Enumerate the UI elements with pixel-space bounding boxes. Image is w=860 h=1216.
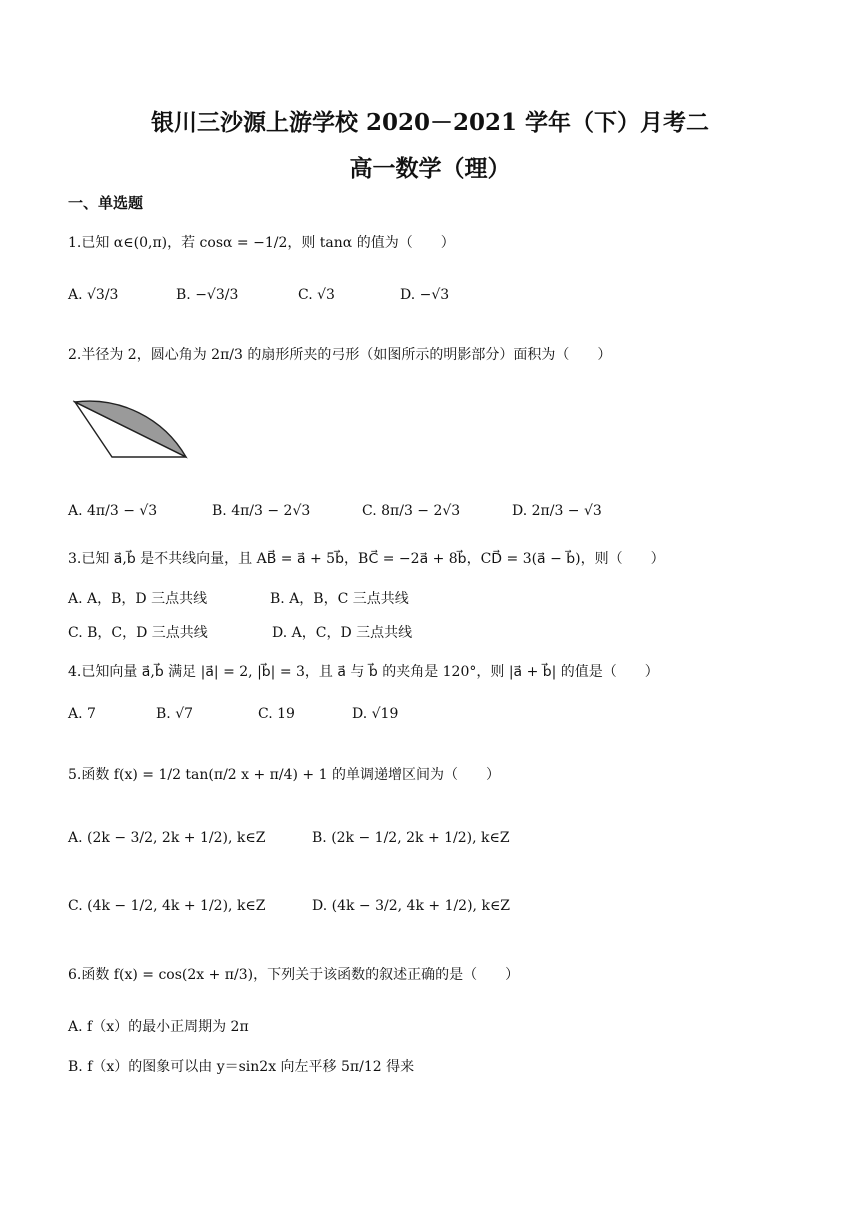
question-6-stem: 6.函数 f(x) = cos(2x + π/3)，下列关于该函数的叙述正确的是（ ） (68, 967, 520, 983)
question-3-stem: 3.已知 a⃗,b⃗ 是不共线向量，且 AB⃗ = a⃗ + 5b⃗，BC⃗ = −2a⃗ + 8b⃗，CD⃗ = 3(a⃗ − b⃗)，则（ ） (68, 551, 665, 567)
question-3-option-b: B. A，B，C 三点共线 (270, 591, 409, 607)
question-3-option-d: D. A，C，D 三点共线 (272, 625, 413, 641)
page-subtitle: 高一数学（理） (349, 155, 511, 182)
question-6-option-a: A. f（x）的最小正周期为 2π (68, 1019, 249, 1035)
section-heading: 一、单选题 (68, 194, 144, 212)
question-1-option-d: D. −√3 (400, 287, 450, 303)
question-2-option-b: B. 4π/3 − 2√3 (212, 503, 311, 519)
question-4-option-b: B. √7 (156, 706, 194, 722)
question-2-stem: 2.半径为 2，圆心角为 2π/3 的扇形所夹的弓形（如图所示的明影部分）面积为（ ） (68, 347, 612, 363)
question-1-option-a: A. √3/3 (68, 287, 119, 303)
question-2-option-c: C. 8π/3 − 2√3 (362, 503, 461, 519)
question-1-stem: 1.已知 α∈(0,π)，若 cosα = −1/2，则 tanα 的值为（ ） (68, 235, 455, 251)
page-title: 银川三沙源上游学校 2020－2021 学年（下）月考二 (150, 109, 710, 136)
segment-figure (72, 388, 192, 462)
question-5-option-d: D. (4k − 3/2, 4k + 1/2), k∈Z (312, 898, 511, 914)
question-3-option-a: A. A，B，D 三点共线 (68, 591, 208, 607)
question-1-option-b: B. −√3/3 (176, 287, 239, 303)
question-5-stem: 5.函数 f(x) = 1/2 tan(π/2 x + π/4) + 1 的单调递增区间为（ ） (68, 767, 500, 783)
question-4-option-a: A. 7 (68, 706, 96, 722)
question-3-option-c: C. B，C，D 三点共线 (68, 625, 208, 641)
question-6-option-b: B. f（x）的图象可以由 y＝sin2x 向左平移 5π/12 得来 (68, 1059, 415, 1075)
question-5-option-c: C. (4k − 1/2, 4k + 1/2), k∈Z (68, 898, 266, 914)
question-5-option-b: B. (2k − 1/2, 2k + 1/2), k∈Z (312, 830, 510, 846)
question-1-option-c: C. √3 (298, 287, 335, 303)
question-4-stem: 4.已知向量 a⃗,b⃗ 满足 |a⃗| = 2, |b⃗| = 3，且 a⃗ 与 b⃗ 的夹角是 120°，则 |a⃗ + b⃗| 的值是（ ） (68, 664, 659, 680)
question-4-option-c: C. 19 (258, 706, 295, 722)
question-4-option-d: D. √19 (352, 706, 399, 722)
question-2-option-d: D. 2π/3 − √3 (512, 503, 602, 519)
question-5-option-a: A. (2k − 3/2, 2k + 1/2), k∈Z (68, 830, 266, 846)
question-2-option-a: A. 4π/3 − √3 (68, 503, 158, 519)
